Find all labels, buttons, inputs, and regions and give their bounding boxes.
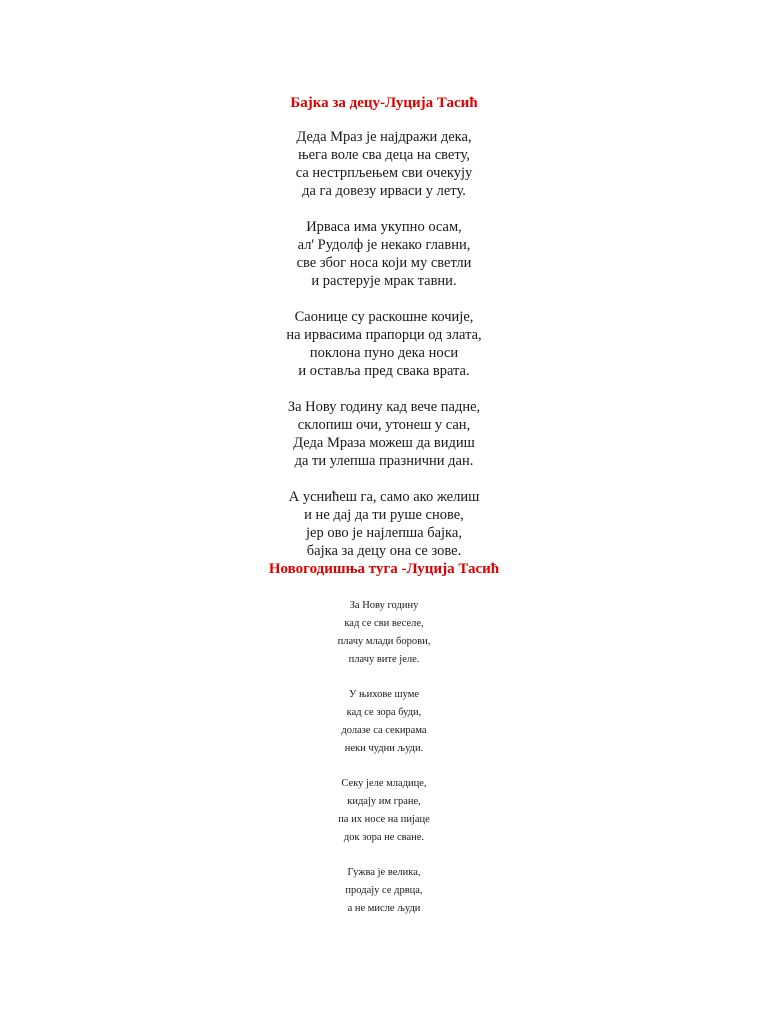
poem-line: и не дај да ти руше снове,	[304, 507, 464, 523]
poem-line: на ирвасима прапорци од злата,	[286, 327, 482, 343]
stanza	[0, 686, 768, 758]
poem-line: кад се зора буди,	[346, 707, 422, 718]
poem-line: долазе са секирама	[341, 725, 427, 736]
poem-line: плачу витe јеле.	[348, 654, 420, 665]
poem-line: све због носа који му светли	[296, 255, 472, 271]
poem-body	[0, 128, 768, 578]
poem-line: па их носе на пијаце	[338, 814, 430, 825]
poem-line: јер ово је најлепша бајка,	[306, 525, 462, 541]
poem-line: За Нову годину кад вече падне,	[287, 399, 481, 415]
stanza	[0, 218, 768, 290]
poem-line: неки чудни људи.	[344, 743, 424, 754]
poem-title: Бајка за децу-Луција Тасић	[290, 95, 478, 111]
stanza	[0, 398, 768, 470]
poem-line: Саонице су раскошне кочије,	[294, 309, 474, 325]
poem-line: продају се дрвца,	[345, 885, 423, 896]
poem-line: њега воле сва деца на свету,	[298, 147, 470, 163]
poem-line: док зора не сване.	[343, 832, 425, 843]
stanza	[0, 308, 768, 380]
poem-title: Новогодишња туга -Луција Тасић	[268, 561, 500, 577]
poem-line: Деда Мраз је најдражи дека,	[296, 129, 472, 145]
poem-line: Ирваса има укупно осам,	[306, 219, 462, 235]
poem-line: Гужва је велика,	[347, 867, 421, 878]
poem-line: поклона пуно дека носи	[309, 345, 459, 361]
stanza	[0, 597, 768, 669]
poem-body	[0, 597, 768, 935]
poem-line: Секу јеле младице,	[341, 778, 427, 789]
poem-line: бајка за децу она се зове.	[306, 543, 462, 559]
poem-line: кидају им гране,	[347, 796, 421, 807]
poem-line: и растерује мрак тавни.	[311, 273, 457, 289]
poem-line: склопиш очи, утонеш у сан,	[297, 417, 471, 433]
poem-line: да га довезу ирваси у лету.	[302, 183, 466, 199]
poem-line: За Нову годину	[349, 600, 419, 611]
poem-line: и оставља пред свака врата.	[298, 363, 470, 379]
poem-line: да ти улепша празнични дан.	[294, 453, 474, 469]
poem-line: а не мисле људи	[347, 903, 421, 914]
poem-line: ал' Рудолф је некако главни,	[297, 237, 471, 253]
stanza	[0, 488, 768, 560]
poem-line: Деда Мраза можеш да видиш	[293, 435, 475, 451]
poem-line: са нестрпљењем сви очекују	[295, 165, 473, 181]
stanza	[0, 775, 768, 847]
poem-line: У њихове шуме	[348, 689, 420, 700]
poem-line: плачу млади борови,	[337, 636, 431, 647]
poem-line: А уснићеш га, само ако желиш	[288, 489, 480, 505]
stanza	[0, 864, 768, 918]
poem-line: кад се сви веселе,	[344, 618, 424, 629]
stanza	[0, 128, 768, 200]
